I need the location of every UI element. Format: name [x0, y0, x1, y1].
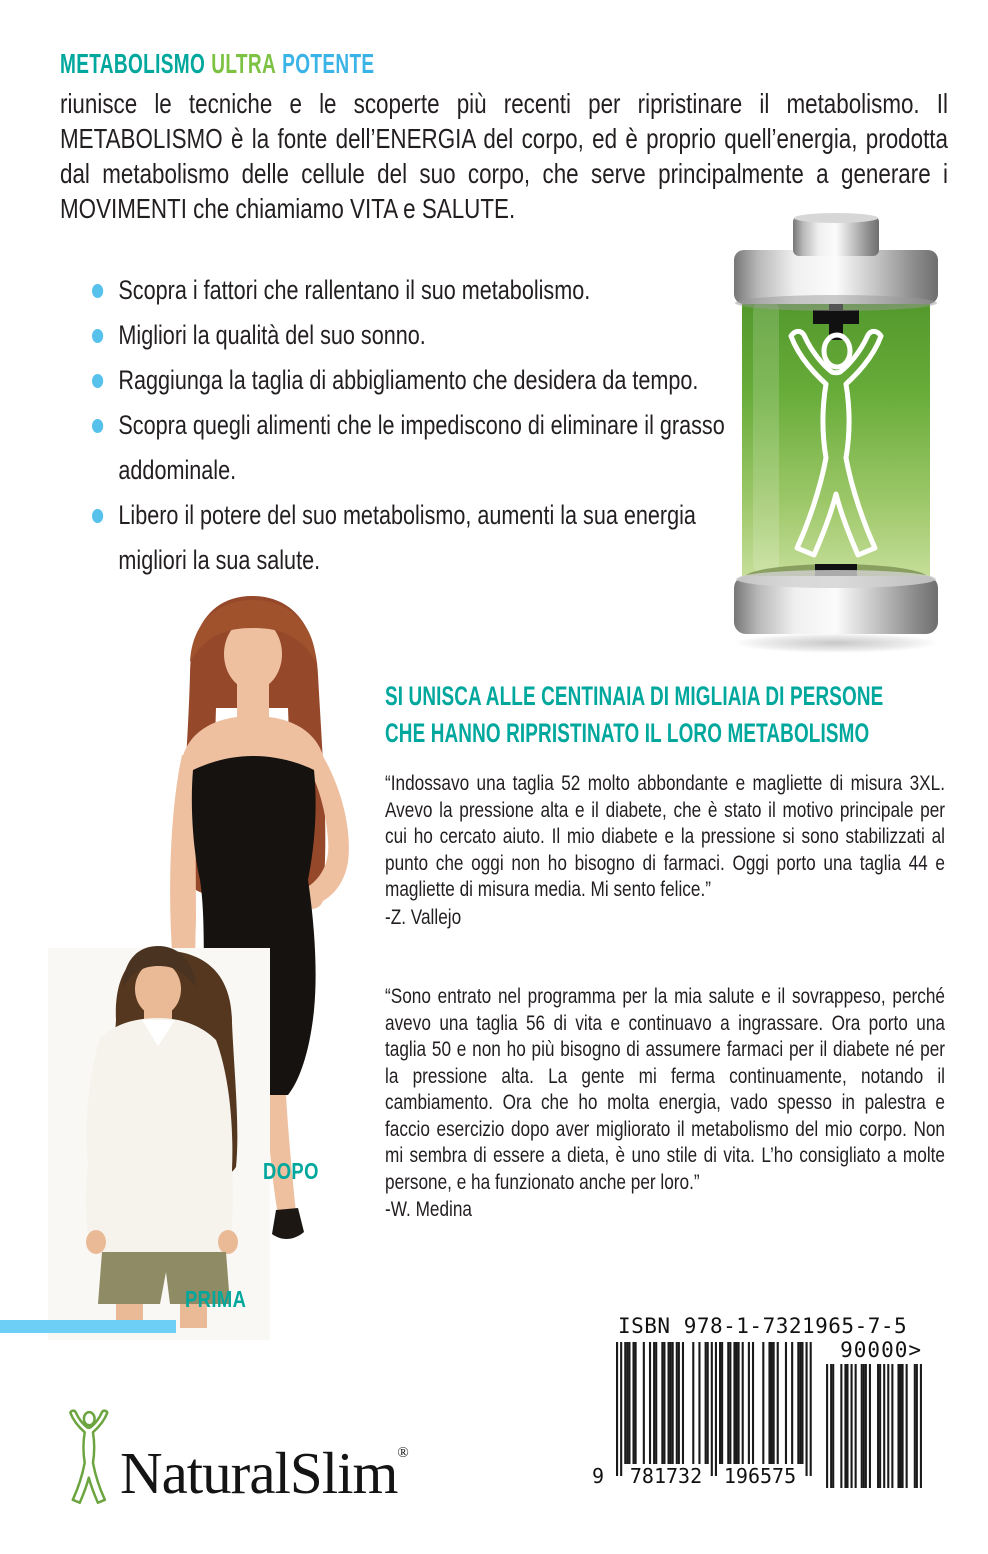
title-word-metabolismo: METABOLISMO [60, 48, 206, 79]
benefit-text: Raggiunga la taglia di abbigliamento che desidera da tempo. [118, 365, 699, 395]
testimonials-heading: SI UNISCA ALLE CENTINAIA DI MIGLIAIA DI PERSONE CHE HANNO RIPRISTINATO IL LORO METABOLISMO [385, 681, 884, 748]
benefit-item [92, 403, 744, 493]
benefit-text: Scopra i fattori che rallentano il suo metabolismo. [118, 275, 591, 305]
benefit-item [92, 313, 744, 358]
isbn-label: ISBN 978-1-7321965-7-5 [618, 1314, 908, 1338]
title-word-ultra: ULTRA [211, 48, 277, 79]
before-after-photos [30, 590, 400, 1350]
after-label: DOPO [263, 1158, 319, 1184]
cyan-accent-bar [0, 1320, 176, 1333]
benefit-item [92, 493, 744, 583]
testimonial-author: -W. Medina [385, 1197, 472, 1221]
naturalslim-figure-icon [58, 1408, 118, 1506]
before-photo [48, 946, 270, 1340]
benefit-text: Migliori la qualità del suo sonno. [118, 320, 426, 350]
testimonial-1 [385, 770, 945, 930]
benefit-text: Libero il potere del suo metabolismo, aumenti la sua energia migliori la sua salute. [118, 500, 696, 575]
book-title [60, 48, 536, 80]
bullet-icon [92, 509, 103, 523]
supplement-label: 90000> [840, 1338, 922, 1362]
testimonial-quote: “Sono entrato nel programma per la mia salute e il sovrappeso, perché avevo una taglia 56 di vita e continuavo a ingrassare. Ora porto una taglia 50 e non ho più bisogno di assumere farmaci per il diabete né per la pressione alta. La gente mi ferma continuamente, notando il cambiamento. Ora che ho molta energia, vado spesso in palestra e faccio esercizio dopo aver migliorato il metabolismo del mio corpo. Non mi sembra di essere a dieta, è uno stile di vita. L’ho consigliato a molte persone, e ha funzionato anche per loro.” [385, 984, 945, 1194]
testimonial-2 [385, 983, 945, 1223]
battery-illustration [731, 210, 941, 655]
barcode-digit-group2: 196575 [723, 1464, 797, 1488]
bullet-icon [92, 374, 103, 388]
battery-shadow [733, 633, 939, 653]
bullet-icon [92, 419, 103, 433]
testimonial-quote: “Indossavo una taglia 52 molto abbondante e magliette di misura 3XL. Avevo la pressione alta e il diabete, che è stato il motivo principale per cui ho cercato aiuto. Il mio diabete e la pressione si sono stabilizzati al punto che oggi non ho bisogno di farmaci. Oggi porto una taglia 44 e magliette di misura media. Mi sento felice.” [385, 771, 945, 901]
testimonial-author: -Z. Vallejo [385, 904, 462, 929]
benefit-item [92, 358, 744, 403]
battery-graphic [731, 210, 941, 660]
logo-wordmark: NaturalSlim [120, 1440, 398, 1506]
bullet-icon [92, 284, 103, 298]
registered-mark: ® [397, 1445, 409, 1461]
benefits-list [92, 268, 744, 583]
benefit-item [92, 268, 744, 313]
title-word-potente: POTENTE [282, 48, 375, 79]
barcode-digit-left: 9 [592, 1464, 605, 1488]
naturalslim-logo [58, 1408, 409, 1508]
before-label: PRIMA [185, 1286, 247, 1312]
barcode-digit-group1: 781732 [629, 1464, 703, 1488]
ean5-bars [824, 1364, 922, 1488]
intro-paragraph: riunisce le tecniche e le scoperte più recenti per ripristinare il metabolismo. Il METABOLISMO è la fonte dell’ENERGIA del corpo, ed è proprio quell’energia, prodotta dal metabolismo delle cellule del suo corpo, che serve principalmente a generare i MOVIMENTI che chiamiamo VITA e SALUTE. [60, 88, 948, 224]
benefit-text: Scopra quegli alimenti che le impediscono di eliminare il grasso addominale. [118, 410, 725, 485]
photo-illustration [30, 590, 400, 1345]
isbn-barcode [588, 1306, 950, 1506]
bullet-icon [92, 329, 103, 343]
ean13-bars [616, 1342, 812, 1476]
